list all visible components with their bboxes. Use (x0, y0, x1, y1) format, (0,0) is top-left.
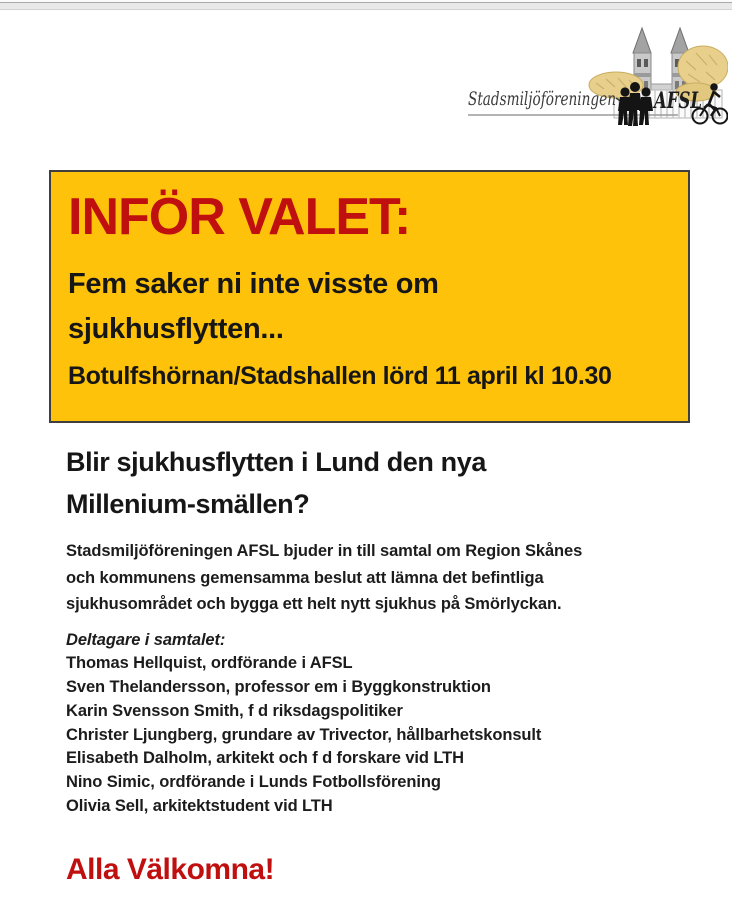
participant-item: Sven Thelandersson, professor em i Byggkonstruktion (66, 678, 491, 697)
participant-item: Elisabeth Dalholm, arkitekt och f d forskare vid LTH (66, 749, 464, 768)
people-silhouette-icon (618, 82, 653, 126)
page-title (66, 441, 696, 525)
intro-line: och kommunens gemensamma beslut att lämna det befintliga (66, 568, 544, 587)
page-title-line2: Millenium-smällen? (66, 489, 310, 519)
window-top-edge (0, 0, 732, 10)
logo-acronym: AFSL (652, 88, 702, 114)
intro-line: Stadsmiljöföreningen AFSL bjuder in till samtal om Region Skånes (66, 542, 583, 560)
page-title-line1: Blir sjukhusflytten i Lund den nya (66, 447, 486, 477)
participants-label: Deltagare i samtalet: (66, 630, 226, 649)
afsl-logo (466, 26, 728, 134)
participant-item: Karin Svensson Smith, f d riksdagspolitiker (66, 701, 403, 720)
participant-item: Thomas Hellquist, ordförande i AFSL (66, 654, 353, 673)
closing-message: Alla Välkomna! (66, 852, 275, 886)
logo-org-name: Stadsmiljöföreningen (468, 88, 616, 110)
banner-subtitle-line2: sjukhusflytten... (68, 313, 284, 345)
participant-item: Olivia Sell, arkitektstudent vid LTH (66, 797, 333, 816)
participant-item: Nino Simic, ordförande i Lunds Fotbollsförening (66, 773, 441, 792)
banner-title: INFÖR VALET: (68, 188, 411, 246)
afsl-logo-graphic (466, 26, 728, 134)
banner-event-info: Botulfshörnan/Stadshallen lörd 11 april kl 10.30 (68, 362, 612, 390)
body-content (66, 441, 696, 887)
event-banner (49, 170, 690, 423)
participants-list (66, 629, 696, 819)
participant-item: Christer Ljungberg, grundare av Trivector, hållbarhetskonsult (66, 725, 542, 744)
intro-paragraph (66, 538, 696, 618)
intro-line: sjukhusområdet och bygga ett helt nytt sjukhus på Smörlyckan. (66, 595, 562, 613)
banner-subtitle-line1: Fem saker ni inte visste om (68, 268, 439, 300)
